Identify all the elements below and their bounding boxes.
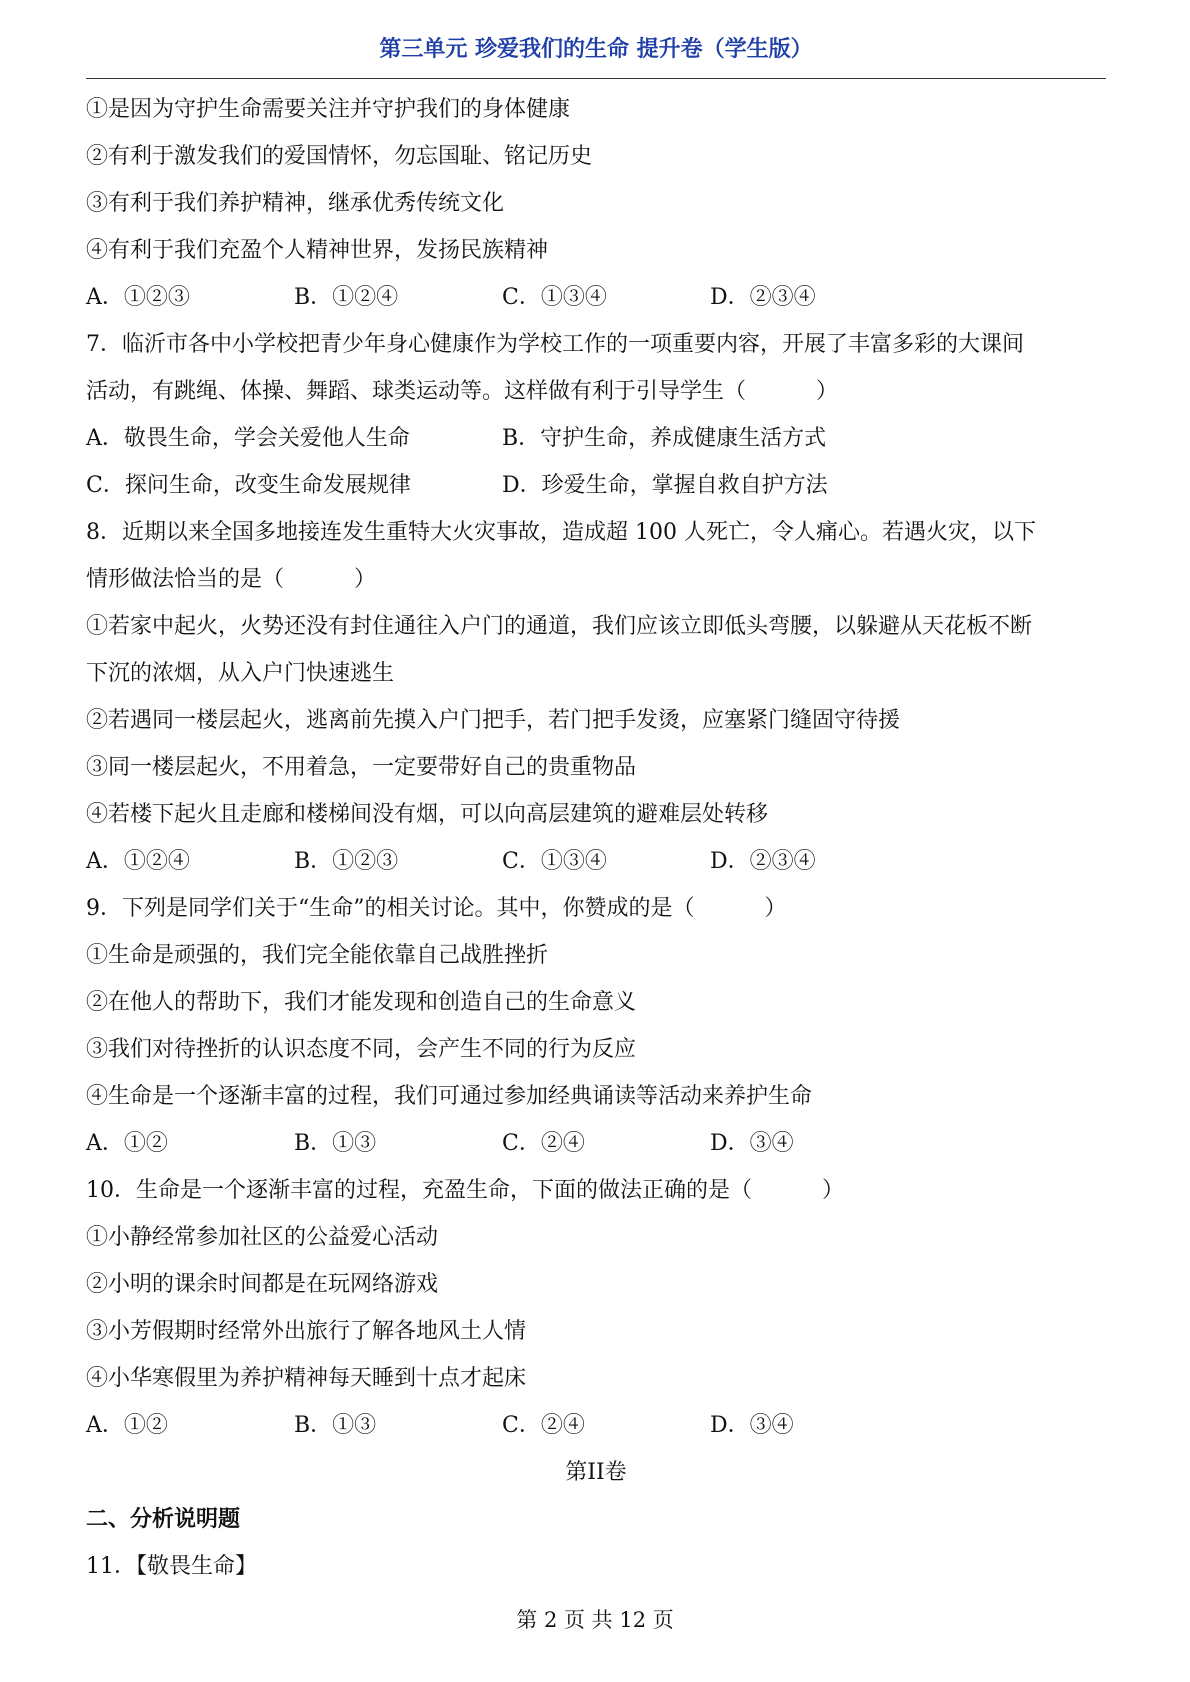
q7-option-d: D．珍爱生命，掌握自救自护方法	[502, 473, 828, 498]
q8-options	[86, 838, 1106, 885]
q6-option-c: C．①③④	[502, 285, 607, 310]
q9-option-b: B．①③	[294, 1131, 377, 1156]
q7-stem-line-2	[86, 368, 1106, 415]
q6-statement-2: ②有利于激发我们的爱国情怀，勿忘国耻、铭记历史	[86, 144, 593, 169]
q6-options	[86, 274, 1106, 321]
q9-option-d: D．③④	[710, 1131, 794, 1156]
q9-stem-text: 9．下列是同学们关于“生命”的相关讨论。其中，你赞成的是（	[86, 896, 695, 921]
q9-option-a: A．①②	[86, 1131, 168, 1156]
q9-close-paren: ）	[764, 896, 787, 921]
q8-statement-2: ②若遇同一楼层起火，逃离前先摸入户门把手，若门把手发烫，应塞紧门缝固守待援	[86, 708, 901, 733]
q10-statement-4: ④小华寒假里为养护精神每天睡到十点才起床	[86, 1366, 527, 1391]
q7-option-c: C．探问生命，改变生命发展规律	[86, 473, 411, 498]
q8-option-c: C．①③④	[502, 849, 607, 874]
q10-option-a: A．①②	[86, 1413, 168, 1438]
q8-statement-3: ③同一楼层起火，不用着急，一定要带好自己的贵重物品	[86, 755, 637, 780]
q8-stem-line-1: 8．近期以来全国多地接连发生重特大火灾事故，造成超 100 人死亡，令人痛心。若遇火灾，以下	[86, 520, 1036, 545]
question-11-heading: 11．【敬畏生命】	[86, 1554, 257, 1579]
q6-statement-1: ①是因为守护生命需要关注并守护我们的身体健康	[86, 97, 571, 122]
q8-option-a: A．①②④	[86, 849, 190, 874]
q8-stem-line-2	[86, 556, 1106, 603]
question-6	[86, 86, 1106, 321]
q8-option-b: B．①②③	[294, 849, 399, 874]
q8-statement-4: ④若楼下起火且走廊和楼梯间没有烟，可以向高层建筑的避难层处转移	[86, 802, 769, 827]
q6-option-d: D．②③④	[710, 285, 816, 310]
q8-option-d: D．②③④	[710, 849, 816, 874]
q9-options	[86, 1120, 1106, 1167]
q7-close-paren: ）	[816, 379, 839, 404]
q9-statement-2: ②在他人的帮助下，我们才能发现和创造自己的生命意义	[86, 990, 637, 1015]
q9-statement-4: ④生命是一个逐渐丰富的过程，我们可通过参加经典诵读等活动来养护生命	[86, 1084, 813, 1109]
q7-options-row-1	[86, 415, 1106, 462]
q10-option-c: C．②④	[502, 1413, 585, 1438]
page-content	[86, 86, 1106, 1590]
question-7	[86, 321, 1106, 509]
question-9	[86, 885, 1106, 1167]
q7-stem-line-1: 7．临沂市各中小学校把青少年身心健康作为学校工作的一项重要内容，开展了丰富多彩的大课间	[86, 332, 1025, 357]
q8-stem-text: 情形做法恰当的是（	[86, 567, 285, 592]
q10-option-d: D．③④	[710, 1413, 794, 1438]
q7-option-a: A．敬畏生命，学会关爱他人生命	[86, 426, 410, 451]
q9-statement-1: ①生命是顽强的，我们完全能依靠自己战胜挫折	[86, 943, 549, 968]
q7-options-row-2	[86, 462, 1106, 509]
q7-option-b: B．守护生命，养成健康生活方式	[502, 426, 827, 451]
q6-option-a: A．①②③	[86, 285, 190, 310]
q9-stem	[86, 885, 1106, 932]
q10-stem	[86, 1167, 1106, 1214]
q8-statement-1a: ①若家中起火，火势还没有封住通往入户门的通道，我们应该立即低头弯腰，以躲避从天花板不断	[86, 614, 1033, 639]
q10-close-paren: ）	[822, 1178, 845, 1203]
page-header-title: 第三单元 珍爱我们的生命 提升卷（学生版）	[379, 37, 813, 62]
question-10	[86, 1167, 1106, 1449]
question-8	[86, 509, 1106, 885]
q8-statement-1b: 下沉的浓烟，从入户门快速逃生	[86, 661, 395, 686]
q9-statement-3: ③我们对待挫折的认识态度不同，会产生不同的行为反应	[86, 1037, 637, 1062]
volume-label: 第II卷	[565, 1460, 627, 1485]
q10-statement-2: ②小明的课余时间都是在玩网络游戏	[86, 1272, 439, 1297]
q9-option-c: C．②④	[502, 1131, 585, 1156]
page-footer: 第 2 页 共 12 页	[516, 1608, 674, 1632]
q6-statement-3: ③有利于我们养护精神，继承优秀传统文化	[86, 191, 505, 216]
q10-statement-1: ①小静经常参加社区的公益爱心活动	[86, 1225, 439, 1250]
section-title: 二、分析说明题	[86, 1507, 241, 1532]
q10-option-b: B．①③	[294, 1413, 377, 1438]
q8-close-paren: ）	[354, 567, 377, 592]
q6-option-b: B．①②④	[294, 285, 399, 310]
header-divider	[86, 78, 1106, 79]
q7-stem-text: 活动，有跳绳、体操、舞蹈、球类运动等。这样做有利于引导学生（	[86, 379, 747, 404]
q6-statement-4: ④有利于我们充盈个人精神世界，发扬民族精神	[86, 238, 549, 263]
q10-stem-text: 10．生命是一个逐渐丰富的过程，充盈生命，下面的做法正确的是（	[86, 1178, 752, 1203]
q10-statement-3: ③小芳假期时经常外出旅行了解各地风土人情	[86, 1319, 527, 1344]
q10-options	[86, 1402, 1106, 1449]
